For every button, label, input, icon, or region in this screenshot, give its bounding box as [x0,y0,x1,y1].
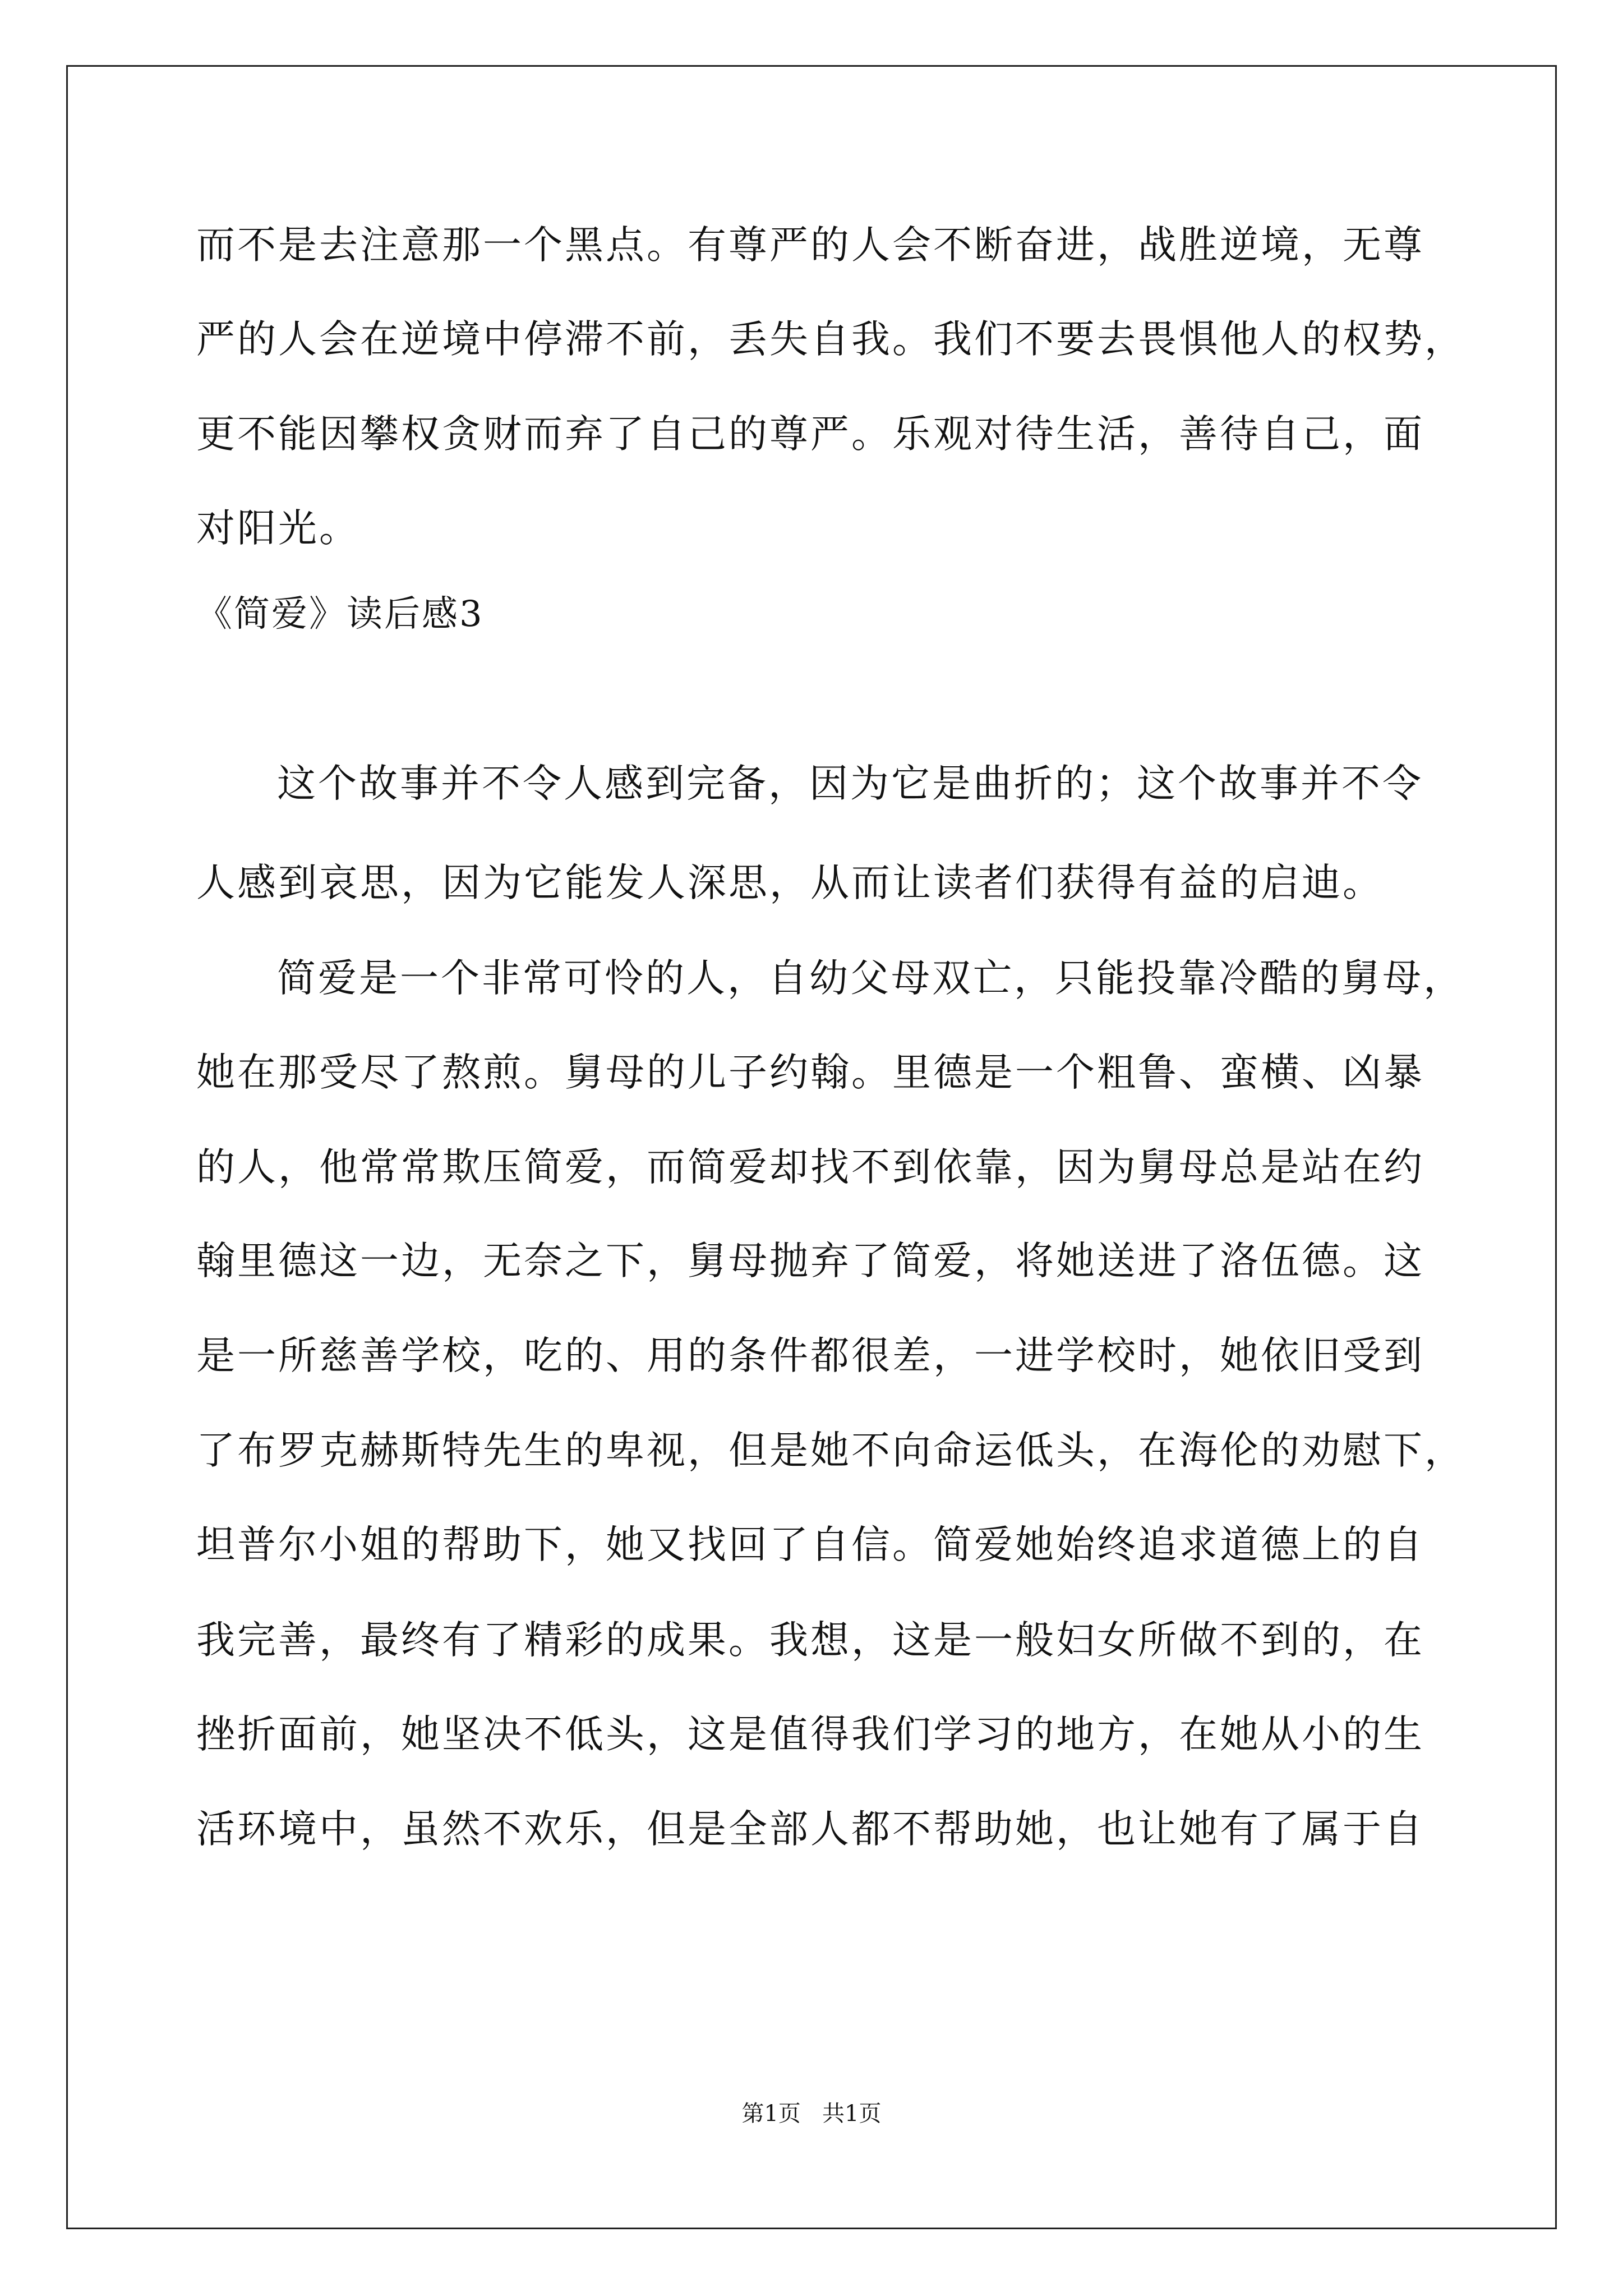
text-line: 这个故事并不令人感到完备，因为它是曲折的；这个故事并不令 [277,761,1423,806]
text-line: 人感到哀思，因为它能发人深思，从而让读者们获得有益的启迪。 [196,861,1384,905]
text-line: 我完善，最终有了精彩的成果。我想，这是一般妇女所做不到的，在 [196,1618,1424,1663]
text-line: 更不能因攀权贪财而弃了自己的尊严。乐观对待生活，善待自己，面 [196,412,1424,457]
text-line: 活环境中，虽然不欢乐，但是全部人都不帮助她，也让她有了属于自 [196,1807,1424,1852]
text-line: 简爱是一个非常可怜的人，自幼父母双亡，只能投靠冷酷的舅母， [277,956,1464,1001]
text-line: 而不是去注意那一个黑点。有尊严的人会不断奋进，战胜逆境，无尊 [196,223,1424,268]
text-line: 严的人会在逆境中停滞不前，丢失自我。我们不要去畏惧他人的权势， [196,317,1465,362]
text-line: 坦普尔小姐的帮助下，她又找回了自信。简爱她始终追求道德上的自 [196,1522,1424,1567]
text-line: 翰里德这一边，无奈之下，舅母抛弃了简爱，将她送进了洛伍德。这 [196,1239,1424,1283]
text-line: 是一所慈善学校，吃的、用的条件都很差，一进学校时，她依旧受到 [196,1333,1424,1378]
page-footer: 第1页 共1页 [741,2101,882,2127]
section-heading: 《简爱》读后感3 [196,593,484,635]
text-line: 她在那受尽了熬煎。舅母的儿子约翰。里德是一个粗鲁、蛮横、凶暴 [196,1050,1424,1095]
text-line: 的人，他常常欺压简爱，而简爱却找不到依靠，因为舅母总是站在约 [196,1145,1424,1190]
text-line: 对阳光。 [196,506,360,551]
text-line: 了布罗克赫斯特先生的卑视，但是她不向命运低头，在海伦的劝慰下， [196,1428,1465,1473]
text-line: 挫折面前，她坚决不低头，这是值得我们学习的地方，在她从小的生 [196,1712,1424,1757]
